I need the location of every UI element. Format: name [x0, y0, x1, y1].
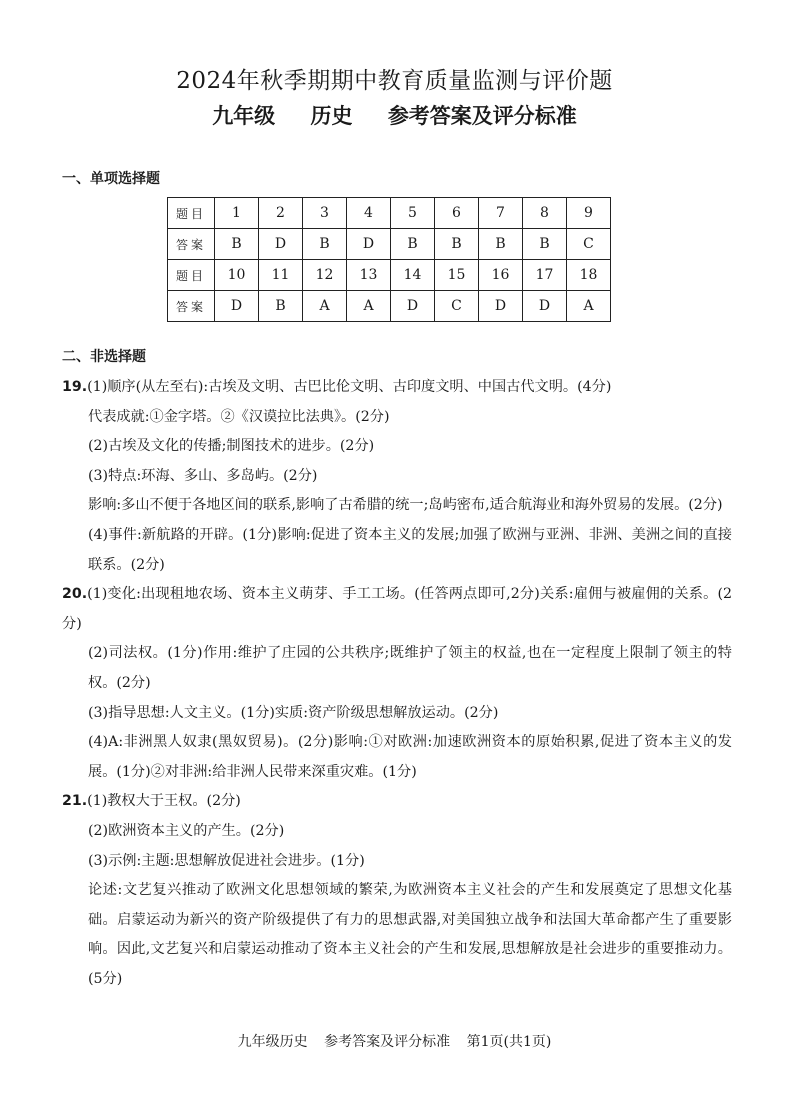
table-cell: 18: [567, 260, 611, 291]
table-cell: B: [479, 229, 523, 260]
table-cell: 6: [435, 198, 479, 229]
table-cell: D: [391, 291, 435, 322]
question-number: 19.: [62, 379, 88, 395]
table-cell: 7: [479, 198, 523, 229]
answer-line: [62, 876, 732, 994]
table-row: [168, 291, 611, 322]
answer-line: [62, 521, 732, 580]
table-cell: A: [303, 291, 347, 322]
table-cell: B: [435, 229, 479, 260]
table-cell: 14: [391, 260, 435, 291]
answer-line: [62, 580, 732, 639]
subtitle-doc: 参考答案及评分标准: [387, 104, 577, 128]
question-21: [62, 787, 732, 994]
answer-text: (1)变化:出现租地农场、资本主义萌芽、手工工场。(任答两点即可,2分)关系:雇佣与被雇佣的关系。(2分): [62, 586, 732, 632]
answer-line: [62, 462, 732, 492]
table-row-header: 答案: [168, 291, 215, 322]
table-cell: B: [523, 229, 567, 260]
table-cell: 8: [523, 198, 567, 229]
table-cell: A: [567, 291, 611, 322]
answer-text: (1)顺序(从左至右):古埃及文明、古巴比伦文明、古印度文明、中国古代文明。(4分): [87, 379, 612, 395]
answer-line: [62, 787, 732, 817]
subtitle-grade: 九年级: [212, 104, 276, 128]
table-cell: 1: [215, 198, 259, 229]
table-cell: 15: [435, 260, 479, 291]
answer-text: (2)欧洲资本主义的产生。(2分): [88, 822, 285, 839]
answer-line: [62, 491, 732, 521]
answers-body: [62, 373, 732, 994]
footer-doc: 参考答案及评分标准: [324, 1034, 451, 1050]
table-cell: B: [391, 229, 435, 260]
table-cell: 12: [303, 260, 347, 291]
answer-text: (3)特点:环海、多山、多岛屿。(2分): [88, 467, 318, 484]
answer-table: [167, 197, 611, 322]
table-row: [168, 260, 611, 291]
answer-line: [62, 403, 732, 433]
page-subtitle: [0, 100, 789, 130]
table-cell: A: [347, 291, 391, 322]
answer-text: (4)事件:新航路的开辟。(1分)影响:促进了资本主义的发展;加强了欧洲与亚洲、非洲、美洲之间的直接联系。(2分): [88, 526, 732, 573]
answer-text: (3)示例:主题:思想解放促进社会进步。(1分): [88, 852, 365, 869]
table-cell: B: [215, 229, 259, 260]
table-cell: 2: [259, 198, 303, 229]
answer-line: [62, 817, 732, 847]
answer-text: (2)古埃及文化的传播;制图技术的进步。(2分): [88, 438, 375, 455]
table-cell: D: [259, 229, 303, 260]
page-footer: [0, 1031, 789, 1051]
table-cell: 17: [523, 260, 567, 291]
table-row-header: 答案: [168, 229, 215, 260]
answer-text: 论述:文艺复兴推动了欧洲文化思想领域的繁荣,为欧洲资本主义社会的产生和发展奠定了思想文化基础。启蒙运动为新兴的资产阶级提供了有力的思想武器,对美国独立战争和法国大革命都产生了重要影响。因此,文艺复兴和启蒙运动推动了资本主义社会的产生和发展,思想解放是社会进步的重要推动力。(5分): [88, 882, 732, 987]
table-cell: D: [479, 291, 523, 322]
section-heading-nonchoice: 二、非选择题: [62, 349, 146, 365]
answer-line: [62, 373, 732, 403]
footer-page: 第1页(共1页): [466, 1034, 552, 1050]
answer-line: [62, 728, 732, 787]
answer-text: 代表成就:①金字塔。②《汉谟拉比法典》。(2分): [88, 408, 390, 425]
answer-text: (4)A:非洲黑人奴隶(黑奴贸易)。(2分)影响:①对欧洲:加速欧洲资本的原始积累,促进了资本主义的发展。(1分)②对非洲:给非洲人民带来深重灾难。(1分): [88, 734, 732, 780]
answer-text: (2)司法权。(1分)作用:维护了庄园的公共秩序;既维护了领主的权益,也在一定程度上限制了领主的特权。(2分): [88, 645, 732, 691]
answer-line: [62, 847, 732, 877]
table-row: [168, 229, 611, 260]
footer-subject: 九年级历史: [237, 1034, 308, 1050]
question-number: 21.: [62, 793, 88, 810]
subtitle-subject: 历史: [310, 104, 353, 128]
question-19: [62, 373, 732, 580]
table-cell: B: [259, 291, 303, 322]
answer-text: (3)指导思想:人文主义。(1分)实质:资产阶级思想解放运动。(2分): [88, 704, 499, 721]
table-cell: 11: [259, 260, 303, 291]
section-heading-choice: 一、单项选择题: [62, 171, 160, 187]
table-cell: 9: [567, 198, 611, 229]
table-cell: C: [567, 229, 611, 260]
answer-text: (1)教权大于王权。(2分): [87, 793, 241, 810]
table-row-header: 题目: [168, 198, 215, 229]
table-cell: D: [523, 291, 567, 322]
question-20: [62, 580, 732, 787]
table-cell: 3: [303, 198, 347, 229]
table-cell: 13: [347, 260, 391, 291]
answer-line: [62, 432, 732, 462]
table-cell: 16: [479, 260, 523, 291]
table-cell: 4: [347, 198, 391, 229]
page-title: 2024年秋季期期中教育质量监测与评价题: [176, 68, 613, 94]
question-number: 20.: [62, 586, 88, 603]
answer-text: 影响:多山不便于各地区间的联系,影响了古希腊的统一;岛屿密布,适合航海业和海外贸易的发展。(2分): [88, 497, 723, 514]
table-cell: 10: [215, 260, 259, 291]
table-row: [168, 198, 611, 229]
table-cell: 5: [391, 198, 435, 229]
table-cell: D: [215, 291, 259, 322]
answer-line: [62, 639, 732, 698]
table-cell: D: [347, 229, 391, 260]
answer-line: [62, 699, 732, 729]
table-row-header: 题目: [168, 260, 215, 291]
table-cell: B: [303, 229, 347, 260]
table-cell: C: [435, 291, 479, 322]
